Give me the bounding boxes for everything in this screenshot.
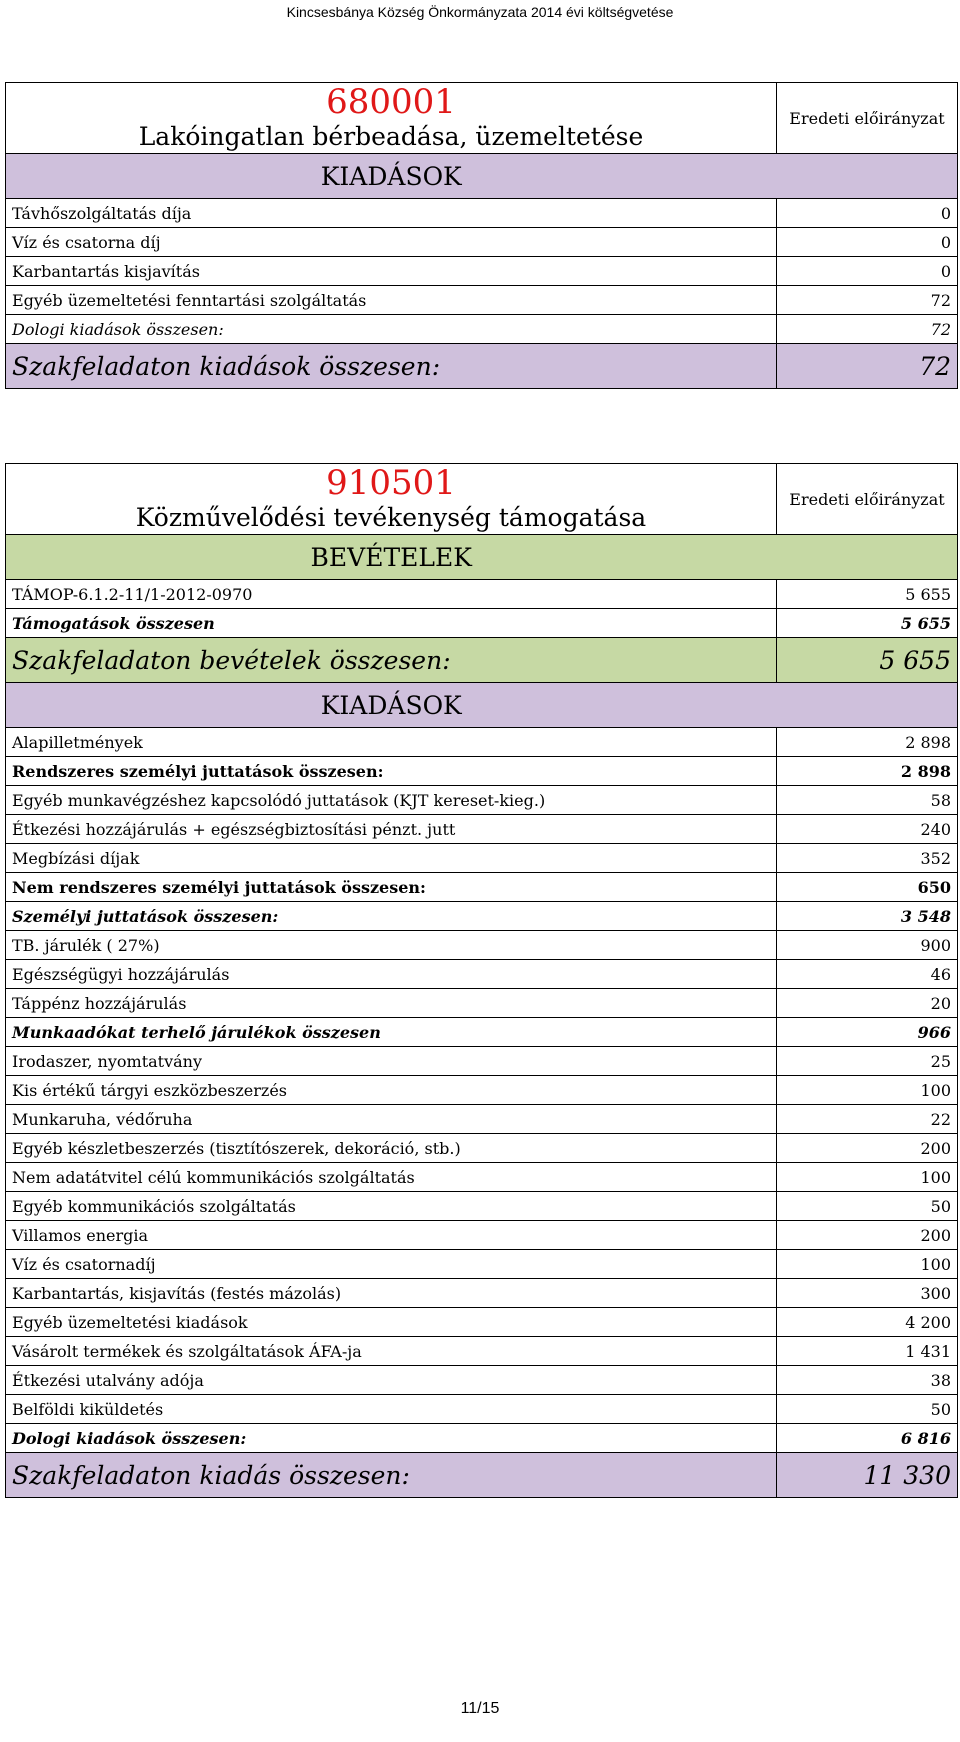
row-value: 0 [777,228,958,257]
row-value: 25 [777,1047,958,1076]
section-910501-table [5,463,958,1498]
table-row [6,844,958,873]
row-value: 5 655 [777,580,958,609]
row-value: 50 [777,1395,958,1424]
row-value: 50 [777,1192,958,1221]
row-value: 3 548 [777,902,958,931]
row-label: Egyéb kommunikációs szolgáltatás [6,1192,777,1221]
row-value: 2 898 [777,757,958,786]
table-row [6,1308,958,1337]
band-blank [777,535,958,580]
income-rows [6,580,958,609]
row-label: Egyéb készletbeszerzés (tisztítószerek, dekoráció, stb.) [6,1134,777,1163]
row-value: 0 [777,199,958,228]
row-label: Dologi kiadások összesen: [6,1424,777,1453]
row-label: Személyi juttatások összesen: [6,902,777,931]
table-row [6,1018,958,1047]
row-label: Egyéb munkavégzéshez kapcsolódó juttatások (KJT kereset-kieg.) [6,786,777,815]
subtotal-value: 72 [777,315,958,344]
row-value: 38 [777,1366,958,1395]
table-row [6,1163,958,1192]
expense-rows [6,728,958,1453]
row-label: Nem rendszeres személyi juttatások összesen: [6,873,777,902]
row-label: Egyéb üzemeltetési kiadások [6,1308,777,1337]
expense-total-value: 11 330 [777,1453,958,1498]
row-value: 100 [777,1076,958,1105]
table-row [6,1366,958,1395]
page-header: Kincsesbánya Község Önkormányzata 2014 évi költségvetése [286,4,674,20]
table-row [6,931,958,960]
row-label: Egészségügyi hozzájárulás [6,960,777,989]
row-label: Karbantartás, kisjavítás (festés mázolás) [6,1279,777,1308]
row-label: Megbízási díjak [6,844,777,873]
row-label: Kis értékű tárgyi eszközbeszerzés [6,1076,777,1105]
row-label: Víz és csatorna díj [6,228,777,257]
row-label: Karbantartás kisjavítás [6,257,777,286]
row-label: Étkezési hozzájárulás + egészségbiztosítási pénzt. jutt [6,815,777,844]
subtotal-label: Dologi kiadások összesen: [6,315,777,344]
row-value: 20 [777,989,958,1018]
row-label: Rendszeres személyi juttatások összesen: [6,757,777,786]
total-value: 72 [777,344,958,389]
table-row [6,1337,958,1366]
row-value: 200 [777,1221,958,1250]
table-row [6,1105,958,1134]
row-value: 100 [777,1250,958,1279]
table-row [6,257,958,286]
row-label: Alapilletmények [6,728,777,757]
row-label: TÁMOP-6.1.2-11/1-2012-0970 [6,580,777,609]
expense-total-label: Szakfeladaton kiadás összesen: [6,1453,777,1498]
row-label: Étkezési utalvány adója [6,1366,777,1395]
row-value: 240 [777,815,958,844]
original-estimate-header: Eredeti előirányzat [777,83,958,154]
table-row [6,902,958,931]
section-title-cell [6,464,777,535]
row-label: Nem adatátvitel célú kommunikációs szolgáltatás [6,1163,777,1192]
table-row [6,786,958,815]
row-label: Munkaadókat terhelő járulékok összesen [6,1018,777,1047]
row-value: 966 [777,1018,958,1047]
row-value: 4 200 [777,1308,958,1337]
band-kiadasok: KIADÁSOK [6,154,777,199]
row-value: 100 [777,1163,958,1192]
row-value: 900 [777,931,958,960]
section1-rows [6,199,958,315]
table-row [6,1134,958,1163]
section-680001-table [5,82,958,389]
income-subtotal-label: Támogatások összesen [6,609,777,638]
section-title: Közművelődési tevékenység támogatása [135,503,647,532]
row-value: 352 [777,844,958,873]
row-value: 1 431 [777,1337,958,1366]
table-row [6,1047,958,1076]
row-value: 200 [777,1134,958,1163]
income-total-label: Szakfeladaton bevételek összesen: [6,638,777,683]
row-value: 46 [777,960,958,989]
row-value: 72 [777,286,958,315]
row-label: TB. járulék ( 27%) [6,931,777,960]
table-row [6,989,958,1018]
table-row [6,873,958,902]
section-title: Lakóingatlan bérbeadása, üzemeltetése [138,122,644,151]
section-title-cell [6,83,777,154]
total-label: Szakfeladaton kiadások összesen: [6,344,777,389]
table-row [6,757,958,786]
table-row [6,960,958,989]
page-number: 11/15 [460,1700,500,1717]
band-bevetelek: BEVÉTELEK [6,535,777,580]
table-row [6,1192,958,1221]
row-label: Egyéb üzemeltetési fenntartási szolgáltatás [6,286,777,315]
table-row [6,1395,958,1424]
table-row [6,1221,958,1250]
original-estimate-header: Eredeti előirányzat [777,464,958,535]
row-value: 0 [777,257,958,286]
row-label: Munkaruha, védőruha [6,1105,777,1134]
table-row [6,1076,958,1105]
table-row [6,1424,958,1453]
row-label: Táppénz hozzájárulás [6,989,777,1018]
table-row [6,728,958,757]
row-label: Villamos energia [6,1221,777,1250]
table-row [6,580,958,609]
row-label: Irodaszer, nyomtatvány [6,1047,777,1076]
section-code: 910501 [326,463,456,503]
row-label: Belföldi kiküldetés [6,1395,777,1424]
income-total-value: 5 655 [777,638,958,683]
table-row [6,228,958,257]
row-value: 2 898 [777,728,958,757]
section-code: 680001 [326,82,456,122]
row-value: 58 [777,786,958,815]
table-row [6,199,958,228]
row-label: Vásárolt termékek és szolgáltatások ÁFA-ja [6,1337,777,1366]
row-label: Távhőszolgáltatás díja [6,199,777,228]
row-value: 22 [777,1105,958,1134]
row-value: 650 [777,873,958,902]
table-row [6,1279,958,1308]
table-row [6,286,958,315]
band-blank [777,154,958,199]
table-row [6,1250,958,1279]
table-row [6,815,958,844]
band-blank [777,683,958,728]
band-kiadasok: KIADÁSOK [6,683,777,728]
row-label: Víz és csatornadíj [6,1250,777,1279]
row-value: 300 [777,1279,958,1308]
income-subtotal-value: 5 655 [777,609,958,638]
row-value: 6 816 [777,1424,958,1453]
